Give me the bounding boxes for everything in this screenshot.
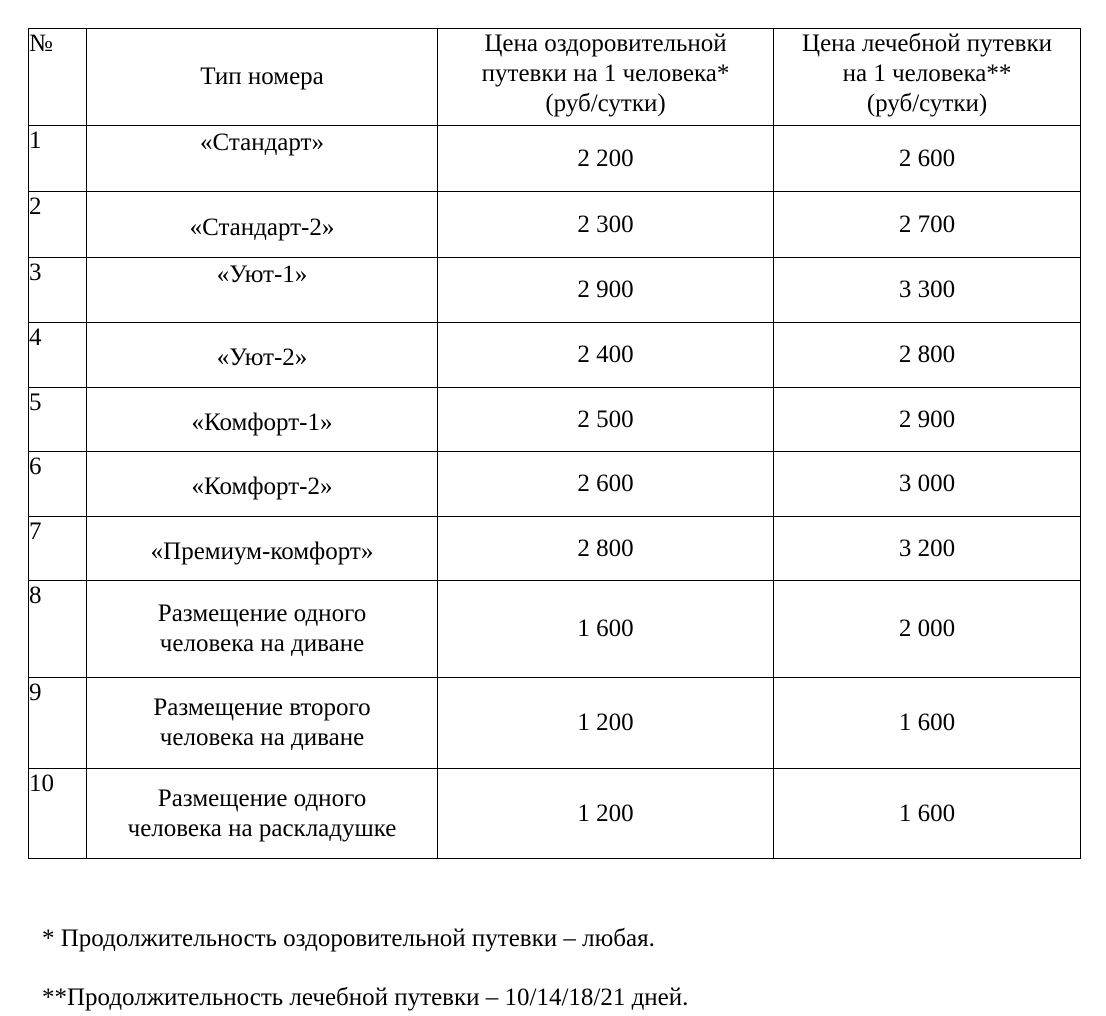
table-row [29, 258, 1081, 323]
table-row [29, 678, 1081, 769]
table-row [29, 581, 1081, 678]
room-type [87, 581, 438, 678]
room-type [87, 258, 438, 323]
health-price: 2 400 [438, 323, 774, 388]
room-type-line: Размещение одного [157, 600, 367, 627]
room-type-line: «Комфорт-1» [191, 408, 333, 436]
room-type-line: Размещение одного [157, 784, 367, 812]
room-type-line: человека на диване [159, 630, 365, 657]
health-price: 2 200 [438, 126, 774, 192]
room-type-line: «Стандарт-2» [189, 213, 335, 241]
room-type-line: человека на раскладушке [127, 814, 397, 842]
room-type-line: Размещение второго [153, 694, 371, 721]
medical-price: 2 700 [774, 192, 1081, 258]
header-row [29, 29, 1081, 126]
medical-price: 2 800 [774, 323, 1081, 388]
table-row [29, 769, 1081, 859]
health-price: 2 800 [438, 517, 774, 581]
room-type [87, 388, 438, 452]
row-number: 5 [29, 388, 87, 452]
row-number: 3 [29, 258, 87, 323]
header-health-price [438, 29, 774, 126]
room-type [87, 323, 438, 388]
header-health-line: (руб/сутки) [545, 90, 666, 117]
row-number: 7 [29, 517, 87, 581]
health-price: 2 900 [438, 258, 774, 323]
header-health-line: путевки на 1 человека* [481, 60, 730, 87]
footnote-medical-duration: **Продолжительность лечебной путевки – 10/14/18/21 дней. [42, 984, 689, 1011]
room-type-line: «Премиум-комфорт» [150, 537, 374, 565]
row-number: 2 [29, 192, 87, 258]
header-health-line: Цена оздоровительной [484, 30, 727, 57]
row-number: 9 [29, 678, 87, 769]
health-price: 1 600 [438, 581, 774, 678]
table-row [29, 126, 1081, 192]
room-type-line: «Уют-2» [216, 344, 308, 371]
table-row [29, 517, 1081, 581]
room-type-line: человека на диване [159, 724, 365, 751]
room-type-line: «Комфорт-2» [191, 473, 333, 500]
room-type [87, 452, 438, 517]
room-type [87, 126, 438, 192]
room-type [87, 517, 438, 581]
medical-price: 2 000 [774, 581, 1081, 678]
price-table [28, 28, 1081, 859]
header-medical-line: (руб/сутки) [866, 90, 988, 117]
health-price: 2 300 [438, 192, 774, 258]
header-medical-line: Цена лечебной путевки [802, 30, 1052, 57]
health-price: 2 500 [438, 388, 774, 452]
medical-price: 1 600 [774, 678, 1081, 769]
table-row [29, 388, 1081, 452]
header-medical-line: на 1 человека** [842, 60, 1012, 87]
room-type [87, 678, 438, 769]
health-price: 2 600 [438, 452, 774, 517]
medical-price: 1 600 [774, 769, 1081, 859]
row-number: 10 [29, 769, 87, 859]
health-price: 1 200 [438, 678, 774, 769]
header-room-type: Тип номера [87, 29, 438, 126]
medical-price: 3 200 [774, 517, 1081, 581]
footnote-health-duration: * Продолжительность оздоровительной путевки – любая. [42, 925, 655, 952]
medical-price: 2 600 [774, 126, 1081, 192]
room-type [87, 769, 438, 859]
room-type-line: «Уют-1» [216, 261, 308, 288]
row-number: 6 [29, 452, 87, 517]
header-num: № [29, 29, 87, 126]
health-price: 1 200 [438, 769, 774, 859]
table-row [29, 192, 1081, 258]
row-number: 4 [29, 323, 87, 388]
medical-price: 3 300 [774, 258, 1081, 323]
medical-price: 2 900 [774, 388, 1081, 452]
table-row [29, 452, 1081, 517]
room-type [87, 192, 438, 258]
room-type-line: «Стандарт» [200, 129, 324, 156]
row-number: 1 [29, 126, 87, 192]
medical-price: 3 000 [774, 452, 1081, 517]
row-number: 8 [29, 581, 87, 678]
header-medical-price [774, 29, 1081, 126]
table-row [29, 323, 1081, 388]
